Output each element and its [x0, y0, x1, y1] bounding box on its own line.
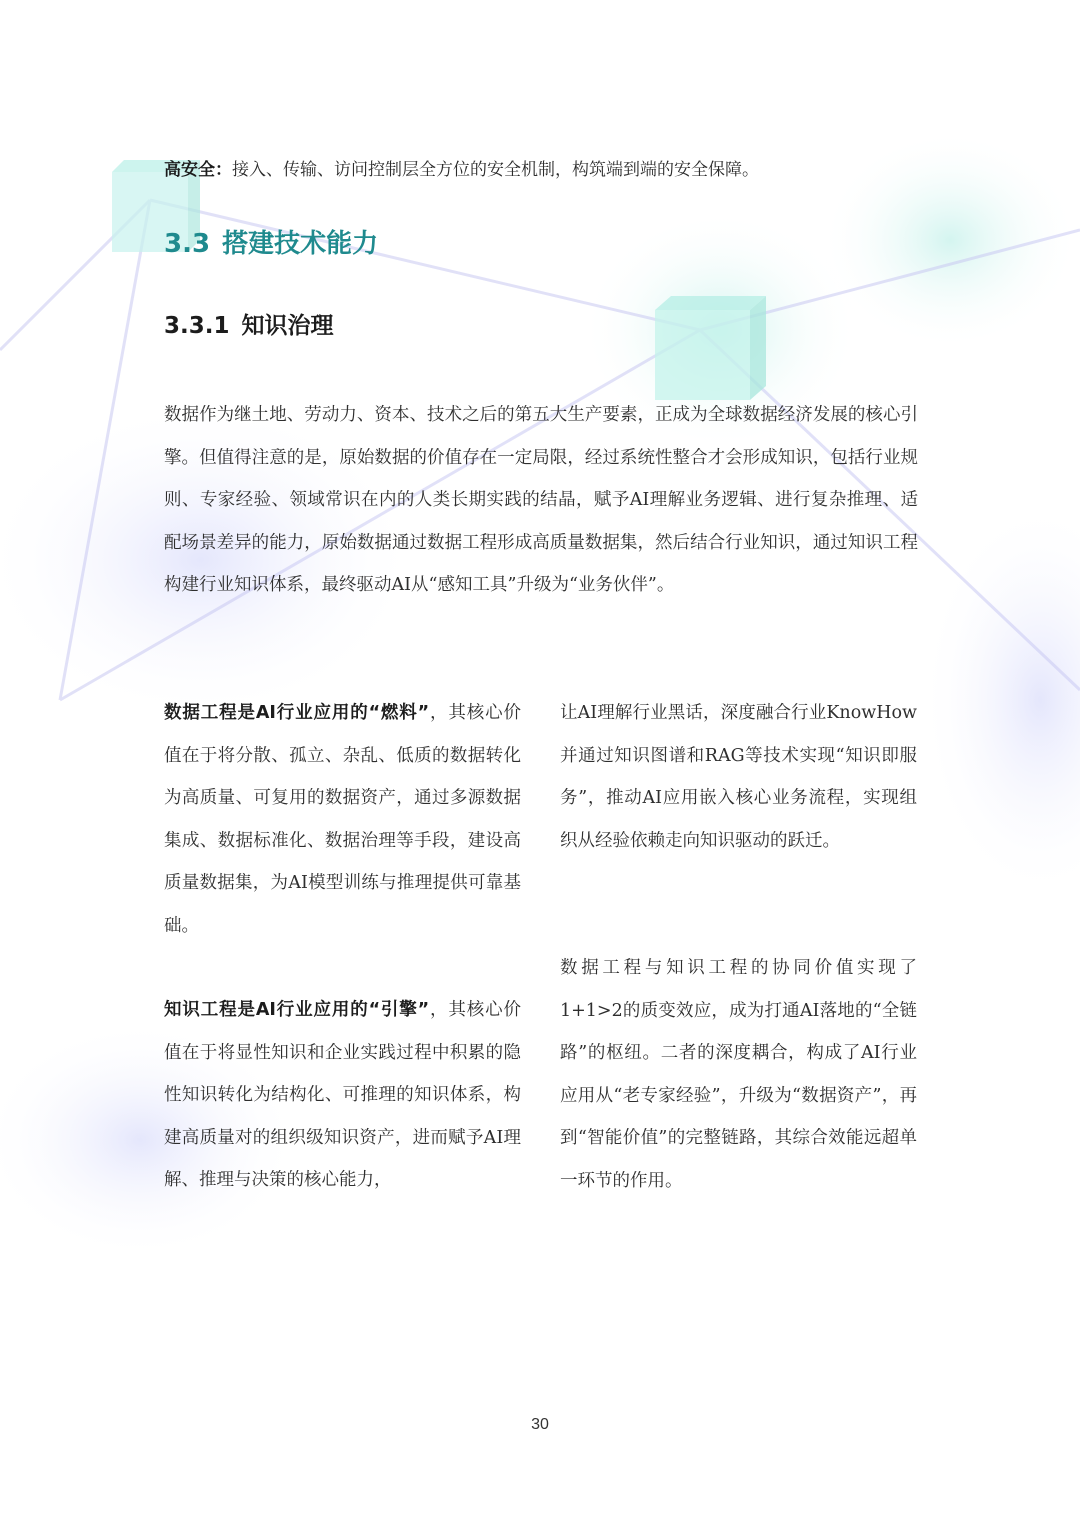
subsection-title: 知识治理: [241, 313, 334, 339]
left-column-paragraph-knowledge-engineering: [164, 989, 521, 1202]
subsection-heading: [164, 306, 334, 346]
right-column-paragraph-synergy: 数据工程与知识工程的协同价值实现了1+1>2的质变效应，成为打通AI落地的“全链路”的枢纽。二者的深度耦合，构成了AI行业应用从“老专家经验”，升级为“数据资产”，再到“智能价值”的完整链路，其综合效能远超单一环节的作用。: [560, 958, 917, 1191]
paragraph-lead: 知识工程是AI行业应用的“引擎”: [164, 1000, 430, 1020]
left-column-paragraph-data-engineering: [164, 692, 521, 947]
section-title: 搭建技术能力: [222, 229, 379, 259]
intro-lead: 高安全：: [164, 160, 232, 180]
section-number: 3.3: [164, 229, 211, 259]
paragraph-text: ，其核心价值在于将分散、孤立、杂乱、低质的数据转化为高质量、可复用的数据资产，通过多源数据集成、数据标准化、数据治理等手段，建设高质量数据集，为AI模型训练与推理提供可靠基础。: [164, 703, 521, 936]
paragraph-text: ，其核心价值在于将显性知识和企业实践过程中积累的隐性知识转化为结构化、可推理的知识体系，构建高质量对的组织级知识资产，进而赋予AI理解、推理与决策的核心能力，: [164, 1000, 521, 1190]
page-number: 30: [531, 1416, 549, 1433]
paragraph-lead: 数据工程是AI行业应用的“燃料”: [164, 703, 430, 723]
section-heading: [164, 222, 378, 266]
intro-text: 接入、传输、访问控制层全方位的安全机制，构筑端到端的安全保障。: [232, 160, 759, 180]
subsection-number: 3.3.1: [164, 313, 230, 339]
intro-paragraph: [164, 155, 924, 185]
main-paragraph: 数据作为继土地、劳动力、资本、技术之后的第五大生产要素，正成为全球数据经济发展的核心引擎。但值得注意的是，原始数据的价值存在一定局限，经过系统性整合才会形成知识，包括行业规则、专家经验、领域常识在内的人类长期实践的结晶，赋予AI理解业务逻辑、进行复杂推理、适配场景差异的能力，原始数据通过数据工程形成高质量数据集，然后结合行业知识，通过知识工程构建行业知识体系，最终驱动AI从“感知工具”升级为“业务伙伴”。: [164, 405, 918, 595]
right-column-paragraph-continuation: 让AI理解行业黑话，深度融合行业KnowHow并通过知识图谱和RAG等技术实现“知识即服务”，推动AI应用嵌入核心业务流程，实现组织从经验依赖走向知识驱动的跃迁。: [560, 703, 917, 851]
